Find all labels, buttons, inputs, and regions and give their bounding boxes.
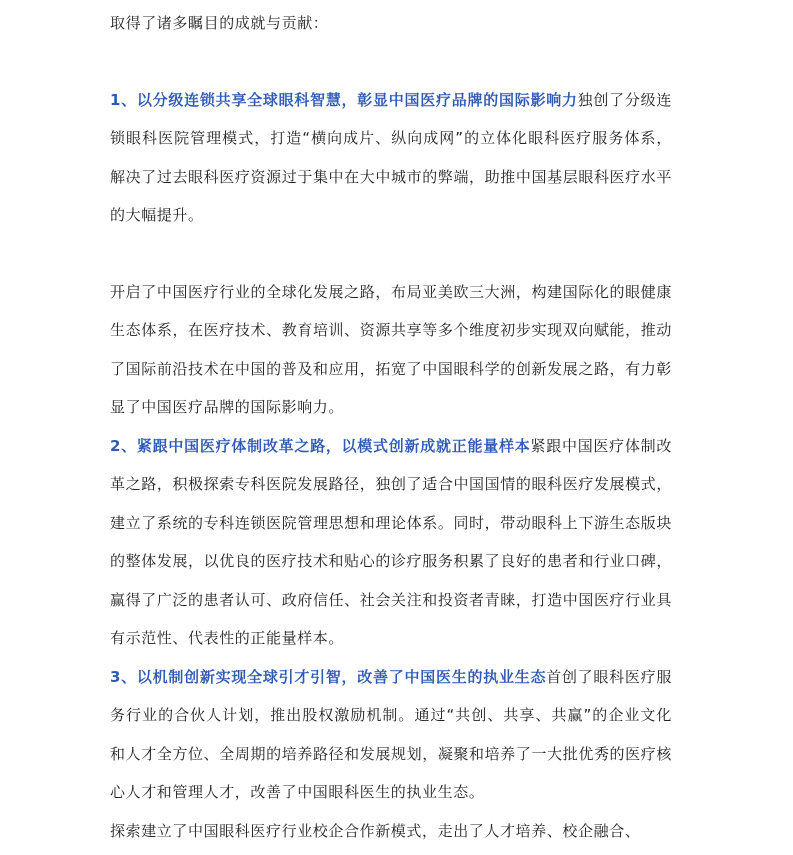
- section-3-heading: 3、以机制创新实现全球引才引智，改善了中国医生的执业生态: [110, 667, 547, 686]
- section-1-continuation-paragraph: 开启了中国医疗行业的全球化发展之路，布局亚美欧三大洲，构建国际化的眼健康生态体系，在医疗技术、教育培训、资源共享等多个维度初步实现双向赋能，推动了国际前沿技术在中国的普及和应用，拓宽了中国眼科学的创新发展之路，有力彰显了中国医疗品牌的国际影响力。: [110, 282, 672, 416]
- section-2-body: 紧跟中国医疗体制改革之路，积极探索专科医院发展路径，独创了适合中国国情的眼科医疗发展模式，建立了系统的专科连锁医院管理思想和理论体系。同时，带动眼科上下游生态版块的整体发展，以优良的医疗技术和贴心的诊疗服务积累了良好的患者和行业口碑，赢得了广泛的患者认可、政府信任、社会关注和投资者青睐，打造中国医疗行业具有示范性、代表性的正能量样本。: [110, 436, 673, 647]
- section-3-body: 首创了眼科医疗服务行业的合伙人计划，推出股权激励机制。通过“共创、共享、共赢”的企业文化和人才全方位、全周期的培养路径和发展规划，凝聚和培养了一大批优秀的医疗核心人才和管理人才，改善了中国眼科医生的执业生态。: [110, 667, 672, 801]
- paragraph-spacer: [110, 235, 672, 273]
- section-1-body: 独创了分级连锁眼科医院管理模式，打造“横向成片、纵向成网”的立体化眼科医疗服务体系，解决了过去眼科医疗资源过于集中在大中城市的弊端，助推中国基层眼科医疗水平的大幅提升。: [110, 90, 672, 224]
- section-2-paragraph: [110, 427, 672, 658]
- paragraph-spacer: [110, 43, 672, 81]
- section-1-paragraph: [110, 81, 672, 235]
- section-1-heading: 1、以分级连锁共享全球眼科智慧，彰显中国医疗品牌的国际影响力: [110, 90, 578, 109]
- intro-paragraph: 取得了诸多瞩目的成就与贡献：: [110, 14, 329, 32]
- section-2-heading: 2、紧跟中国医疗体制改革之路，以模式创新成就正能量样本: [110, 436, 531, 455]
- document-page: [110, 4, 672, 850]
- section-3-paragraph: [110, 658, 672, 812]
- section-3-continuation-paragraph: 探索建立了中国眼科医疗行业校企合作新模式，走出了人才培养、校企融合、: [110, 821, 641, 840]
